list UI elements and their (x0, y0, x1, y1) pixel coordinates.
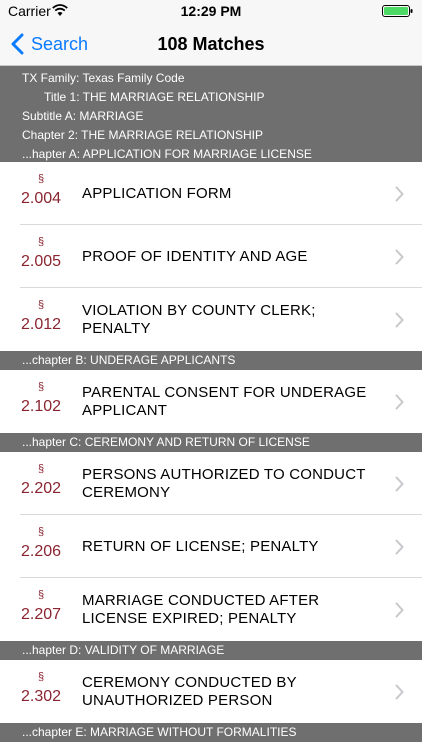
section-heading: PERSONS AUTHORIZED TO CONDUCT CEREMONY (82, 465, 366, 501)
result-row[interactable] (0, 370, 422, 433)
section-symbol: § (37, 299, 45, 311)
chevron-right-icon (395, 394, 404, 410)
section-symbol: § (37, 526, 45, 538)
breadcrumb-title: Title 1: THE MARRIAGE RELATIONSHIP (44, 90, 265, 104)
carrier-label: Carrier (8, 3, 51, 19)
hierarchy-breadcrumb (0, 66, 422, 162)
section-symbol: § (37, 236, 45, 248)
breadcrumb-chapter: Chapter 2: THE MARRIAGE RELATIONSHIP (22, 128, 263, 142)
chevron-right-icon (395, 539, 404, 555)
result-row[interactable] (0, 578, 422, 641)
section-symbol: § (37, 671, 45, 683)
breadcrumb-subtitle: Subtitle A: MARRIAGE (22, 109, 144, 123)
chevron-right-icon (395, 476, 404, 492)
section-number: 2.206 (20, 543, 62, 560)
result-row[interactable] (0, 452, 422, 515)
section-heading: APPLICATION FORM (82, 184, 232, 202)
subchapter-header: ...hapter C: CEREMONY AND RETURN OF LICENSE (0, 433, 422, 452)
subchapter-header: ...chapter E: MARRIAGE WITHOUT FORMALITIES (0, 723, 422, 742)
chevron-right-icon (395, 602, 404, 618)
chevron-right-icon (395, 684, 404, 700)
status-bar (0, 0, 422, 22)
battery-icon (382, 5, 414, 17)
section-heading: VIOLATION BY COUNTY CLERK; PENALTY (82, 301, 316, 337)
section-symbol: § (37, 589, 45, 601)
breadcrumb-subchapter: ...hapter A: APPLICATION FOR MARRIAGE LICENSE (22, 147, 312, 161)
breadcrumb-code: TX Family: Texas Family Code (22, 71, 185, 85)
subchapter-header: ...chapter B: UNDERAGE APPLICANTS (0, 351, 422, 370)
section-heading: CEREMONY CONDUCTED BY UNAUTHORIZED PERSON (82, 673, 297, 709)
section-symbol: § (37, 463, 45, 475)
section-heading: PROOF OF IDENTITY AND AGE (82, 247, 308, 265)
section-number: 2.012 (20, 316, 62, 333)
page-title: 108 Matches (157, 34, 265, 54)
chevron-right-icon (395, 312, 404, 328)
result-row[interactable] (0, 660, 422, 723)
result-row[interactable] (0, 515, 422, 578)
result-row[interactable] (0, 288, 422, 351)
section-number: 2.302 (20, 688, 62, 705)
section-symbol: § (37, 173, 45, 185)
chevron-right-icon (395, 186, 404, 202)
section-heading: PARENTAL CONSENT FOR UNDERAGE APPLICANT (82, 383, 367, 419)
back-button-label: Search (31, 33, 89, 54)
chevron-right-icon (395, 249, 404, 265)
section-number: 2.004 (20, 190, 62, 207)
results-list (0, 162, 422, 742)
section-heading: MARRIAGE CONDUCTED AFTER LICENSE EXPIRED; PENALTY (82, 591, 320, 627)
result-row[interactable] (0, 162, 422, 225)
subchapter-header: ...hapter D: VALIDITY OF MARRIAGE (0, 641, 422, 660)
section-number: 2.207 (20, 606, 62, 623)
section-number: 2.005 (20, 253, 62, 270)
section-heading: RETURN OF LICENSE; PENALTY (82, 537, 319, 555)
section-number: 2.202 (20, 480, 62, 497)
clock: 12:29 PM (180, 3, 242, 19)
section-number: 2.102 (20, 398, 62, 415)
result-row[interactable] (0, 225, 422, 288)
section-symbol: § (37, 381, 45, 393)
navigation-bar (0, 22, 422, 66)
